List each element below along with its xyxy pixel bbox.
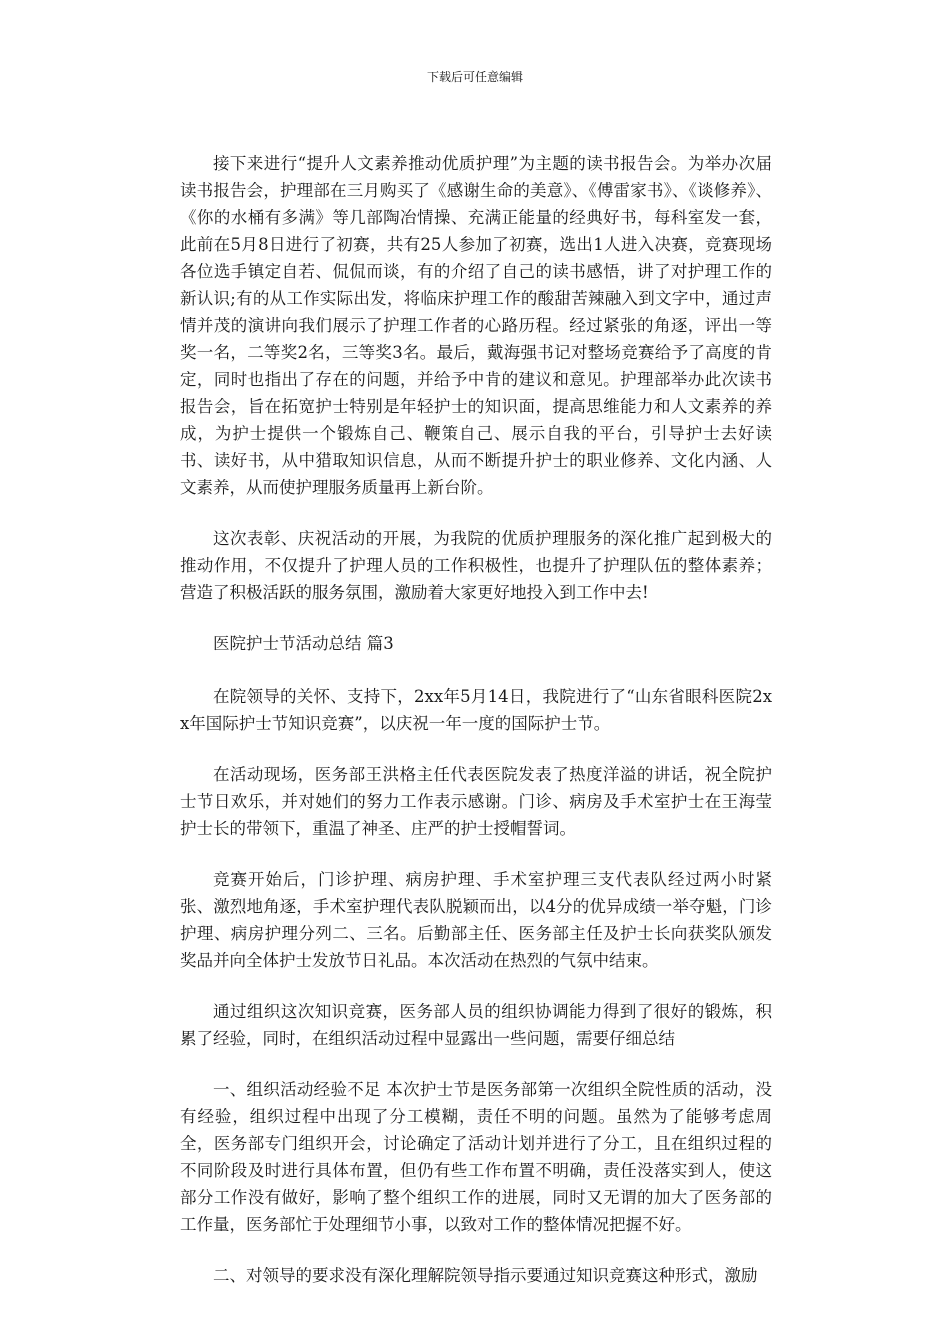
paragraph-commendation-summary: 这次表彰、庆祝活动的开展，为我院的优质护理服务的深化推广起到极大的推动作用，不仅提升了护理人员的工作积极性，也提升了护理队伍的整体素养；营造了积极活跃的服务氛围，激励着大家更好地投入到工作中去! (180, 529, 772, 602)
paragraph-lessons-intro: 通过组织这次知识竞赛，医务部人员的组织协调能力得到了很好的锻炼，积累了经验，同时，在组织活动过程中显露出一些问题，需要仔细总结 (180, 1002, 772, 1048)
paragraph-event-scene: 在活动现场，医务部王洪格主任代表医院发表了热度洋溢的讲话，祝全院护士节日欢乐，并对她们的努力工作表示感谢。门诊、病房及手术室护士在王海莹护士长的带领下，重温了神圣、庄严的护士授帽誓词。 (180, 765, 772, 838)
paragraph-lesson-one: 一、组织活动经验不足 本次护士节是医务部第一次组织全院性质的活动，没有经验，组织过程中出现了分工模糊，责任不明的问题。虽然为了能够考虑周全，医务部专门组织开会，讨论确定了活动计划并进行了分工，且在组织过程的不同阶段及时进行具体布置，但仍有些工作布置不明确，责任没落实到人，使这部分工作没有做好，影响了整个组织工作的进展，同时又无谓的加大了医务部的工作量，医务部忙于处理细节小事，以致对工作的整体情况把握不好。 (180, 1080, 772, 1234)
paragraph-reading-report: 接下来进行“提升人文素养推动优质护理”为主题的读书报告会。为举办次届读书报告会，护理部在三月购买了《感谢生命的美意》、《傅雷家书》、《谈修养》、《你的水桶有多满》等几部陶冶情操、充满正能量的经典好书，每科室发一套，此前在5月8日进行了初赛，共有25人参加了初赛，选出1人进入决赛，竞赛现场各位选手镇定自若、侃侃而谈，有的介绍了自己的读书感悟，讲了对护理工作的新认识;有的从工作实际出发，将临床护理工作的酸甜苦辣融入到文字中，通过声情并茂的演讲向我们展示了护理工作者的心路历程。经过紧张的角逐，评出一等奖一名，二等奖2名，三等奖3名。最后，戴海强书记对整场竞赛给予了高度的肯定，同时也指出了存在的问题，并给予中肯的建议和意见。护理部举办此次读书报告会，旨在拓宽护士特别是年轻护士的知识面，提高思维能力和人文素养的养成，为护士提供一个锻炼自己、鞭策自己、展示自我的平台，引导护士去好读书、读好书，从中猎取知识信息，从而不断提升护士的职业修养、文化内涵、人文素养，从而使护理服务质量再上新台阶。 (180, 154, 772, 497)
paragraph-lesson-two: 二、对领导的要求没有深化理解院领导指示要通过知识竞赛这种形式，激励 (213, 1266, 758, 1285)
page-header: 下载后可任意编辑 (426, 70, 523, 84)
document-body (180, 150, 772, 1313)
paragraph-competition-result: 竞赛开始后，门诊护理、病房护理、手术室护理三支代表队经过两小时紧张、激烈地角逐，手术室护理代表队脱颖而出，以4分的优异成绩一举夺魁，门诊护理、病房护理分列二、三名。后勤部主任、医务部主任及护士长向获奖队颁发奖品并向全体护士发放节日礼品。本次活动在热烈的气氛中结束。 (180, 870, 772, 970)
section-heading: 医院护士节活动总结 篇3 (213, 634, 394, 653)
paragraph-competition-intro: 在院领导的关怀、支持下，2xx年5月14日，我院进行了“山东省眼科医院2xx年国际护士节知识竞赛”，以庆祝一年一度的国际护士节。 (180, 687, 772, 733)
